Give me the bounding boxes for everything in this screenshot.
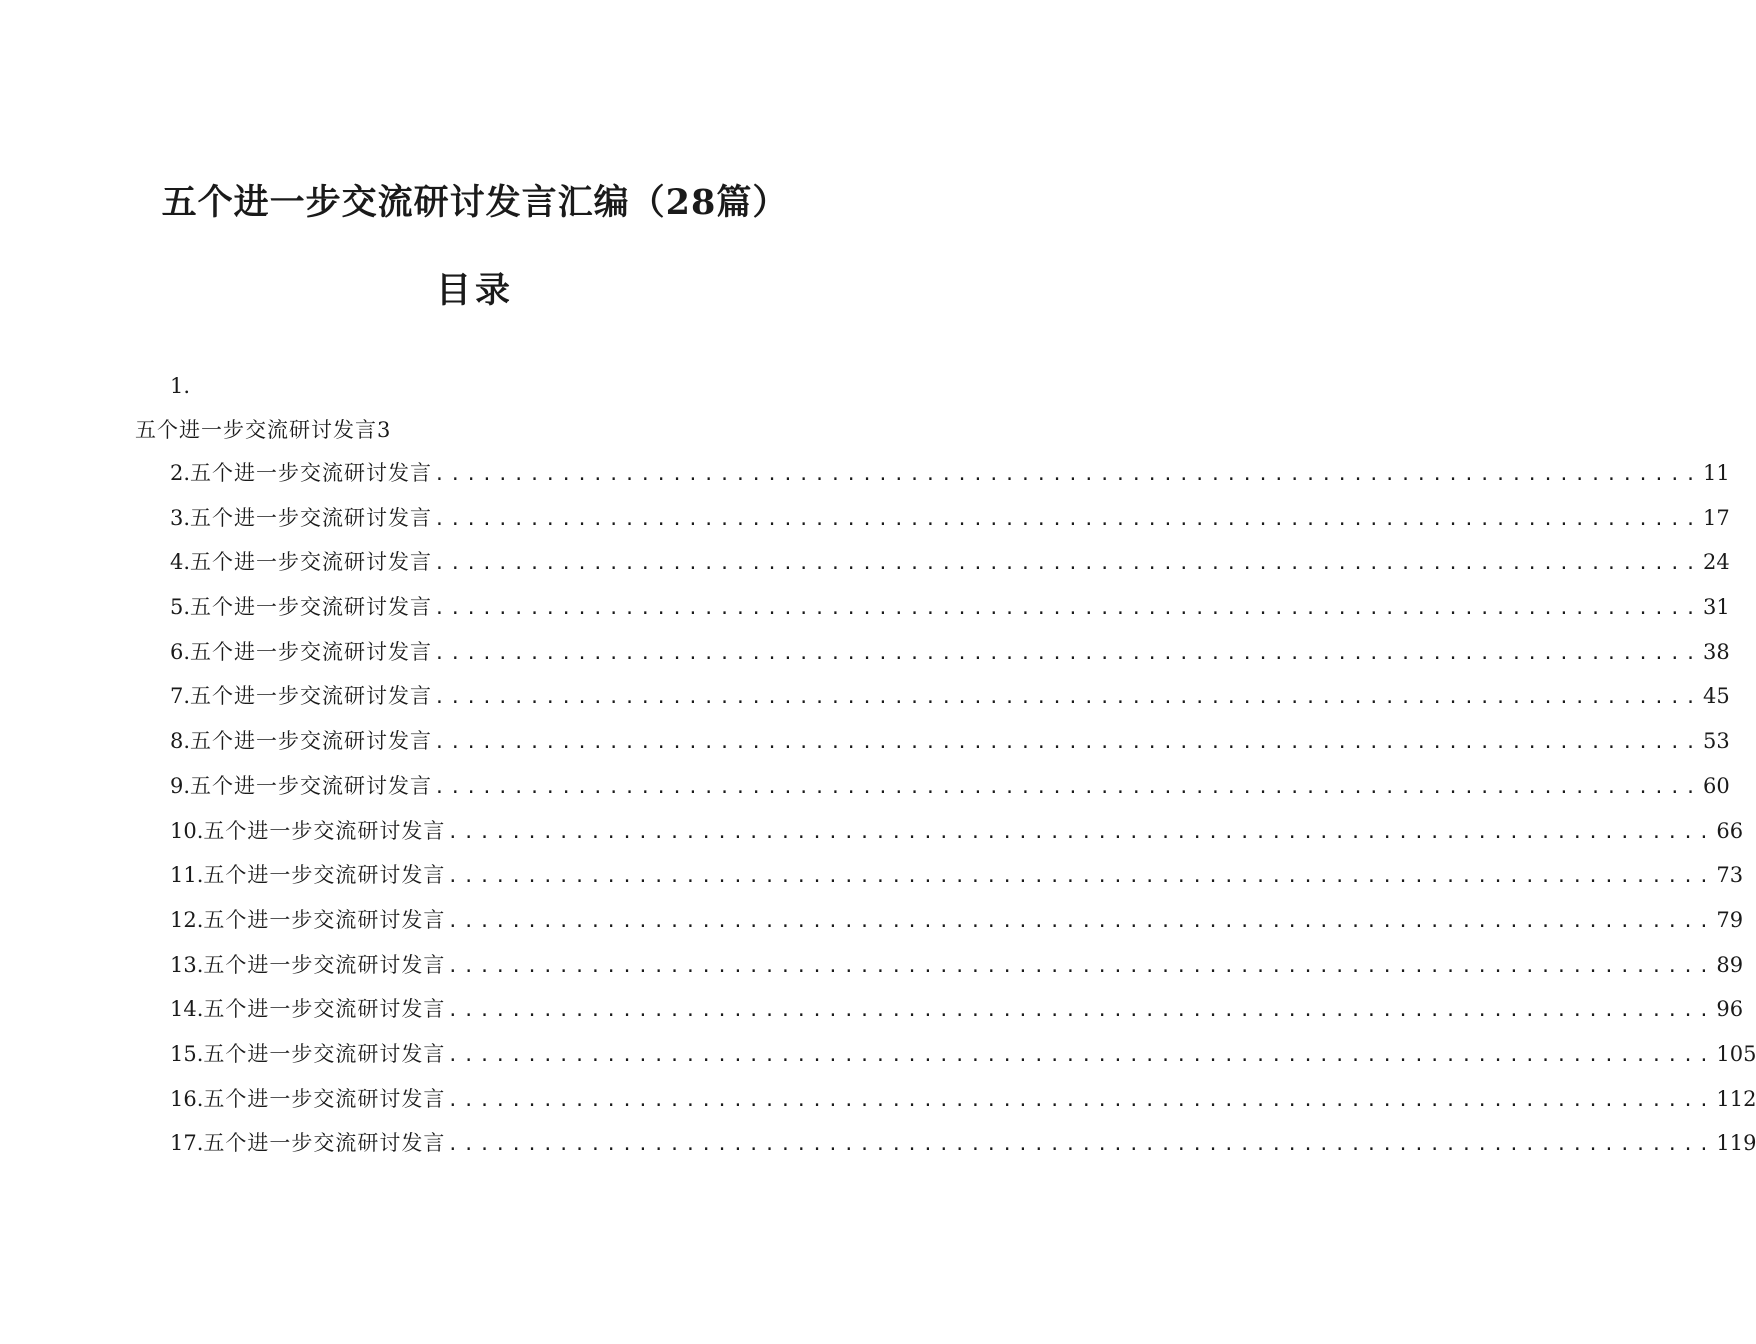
- toc-entry-title: 五个进一步交流研讨发言: [190, 595, 433, 620]
- toc-list: [170, 457, 1756, 1172]
- toc-entry-page: 73: [1716, 863, 1744, 888]
- toc-entry[interactable]: [170, 636, 1730, 681]
- toc-entry-number: 5.: [170, 595, 191, 620]
- toc-dot-leader: ................................................................................: [434, 464, 1701, 485]
- toc-entry[interactable]: [170, 546, 1730, 591]
- toc-dot-leader: ................................................................................: [447, 1044, 1715, 1066]
- toc-dot-leader: ................................................................................: [434, 776, 1701, 798]
- toc-entry-number: 9.: [170, 773, 191, 798]
- toc-entry[interactable]: [170, 502, 1730, 547]
- toc-entry-title: 五个进一步交流研讨发言: [203, 1041, 446, 1066]
- toc-entry-title: 五个进一步交流研讨发言: [190, 461, 433, 485]
- toc-dot-leader: ................................................................................: [434, 508, 1701, 530]
- toc-entry-page: 17: [1703, 505, 1730, 530]
- toc-entry[interactable]: [170, 591, 1730, 636]
- toc-entry-title: 五个进一步交流研讨发言: [203, 997, 446, 1022]
- toc-dot-leader: ................................................................................: [434, 687, 1701, 709]
- toc-entry-title: 五个进一步交流研讨发言: [203, 818, 446, 843]
- toc-entry-number: 10.: [170, 818, 204, 843]
- toc-entry-page: 31: [1703, 595, 1730, 620]
- toc-dot-leader: ................................................................................: [434, 553, 1701, 575]
- toc-dot-leader: ................................................................................: [434, 642, 1701, 664]
- toc-entry-page: 105: [1716, 1041, 1756, 1066]
- toc-entry-number: 13.: [170, 952, 204, 977]
- toc-entry-page: 45: [1703, 684, 1730, 709]
- toc-dot-leader: ................................................................................: [447, 910, 1715, 932]
- toc-entry[interactable]: [170, 680, 1730, 725]
- toc-entry[interactable]: [170, 815, 1744, 860]
- toc-entry-page: 60: [1703, 773, 1730, 798]
- toc-entry-number: 7.: [170, 684, 191, 709]
- toc-entry-page: 96: [1716, 997, 1744, 1022]
- toc-first-number: 1.: [170, 374, 191, 398]
- toc-entry-title: 五个进一步交流研讨发言: [190, 550, 433, 575]
- toc-dot-leader: ................................................................................: [447, 955, 1715, 977]
- toc-entry-page: 38: [1703, 639, 1730, 664]
- toc-entry-title: 五个进一步交流研讨发言: [203, 907, 446, 932]
- toc-entry-title: 五个进一步交流研讨发言: [203, 1131, 446, 1156]
- toc-entry-title: 五个进一步交流研讨发言: [190, 505, 433, 530]
- toc-entry-number: 6.: [170, 639, 191, 664]
- toc-entry[interactable]: [170, 904, 1744, 949]
- toc-entry-number: 3.: [170, 505, 191, 530]
- toc-entry[interactable]: [170, 725, 1730, 770]
- toc-entry-title: 五个进一步交流研讨发言: [190, 639, 433, 664]
- toc-entry-number: 2.: [170, 461, 191, 485]
- toc-entry[interactable]: [170, 770, 1730, 815]
- toc-dot-leader: ................................................................................: [434, 732, 1701, 754]
- toc-entry-page: 66: [1716, 818, 1744, 843]
- toc-entry[interactable]: [170, 1127, 1756, 1172]
- toc-entry[interactable]: [170, 1083, 1756, 1128]
- toc-entry-title: 五个进一步交流研讨发言: [203, 863, 446, 888]
- toc-entry-page: 119: [1716, 1131, 1756, 1156]
- toc-entry-title: 五个进一步交流研讨发言: [203, 1086, 446, 1111]
- toc-entry-page: 89: [1716, 952, 1744, 977]
- toc-entry-title: 五个进一步交流研讨发言: [203, 952, 446, 977]
- toc-dot-leader: ................................................................................: [447, 1000, 1715, 1022]
- toc-first-entry: 五个进一步交流研讨发言3: [135, 418, 392, 442]
- toc-entry-title: 五个进一步交流研讨发言: [190, 684, 433, 709]
- toc-dot-leader: ................................................................................: [447, 1089, 1715, 1111]
- toc-entry[interactable]: [170, 859, 1744, 904]
- toc-entry-page: 24: [1703, 550, 1730, 575]
- toc-entry-number: 8.: [170, 729, 191, 754]
- toc-entry[interactable]: [170, 1038, 1756, 1083]
- toc-entry-title: 五个进一步交流研讨发言: [190, 773, 433, 798]
- toc-dot-leader: ................................................................................: [447, 821, 1715, 843]
- toc-entry-page: 11: [1703, 461, 1730, 485]
- toc-dot-leader: ................................................................................: [447, 1134, 1715, 1156]
- toc-entry-page: 79: [1716, 907, 1744, 932]
- toc-entry-title: 五个进一步交流研讨发言: [190, 729, 433, 754]
- toc-entry-number: 11.: [170, 863, 204, 888]
- toc-entry-number: 17.: [170, 1131, 204, 1156]
- toc-entry-number: 15.: [170, 1041, 204, 1066]
- toc-entry-number: 12.: [170, 907, 204, 932]
- toc-entry-number: 14.: [170, 997, 204, 1022]
- document-title: 五个进一步交流研讨发言汇编（28篇）: [161, 182, 789, 223]
- toc-entry-number: 16.: [170, 1086, 204, 1111]
- toc-entry[interactable]: [170, 457, 1730, 502]
- toc-entry[interactable]: [170, 993, 1744, 1038]
- toc-dot-leader: ................................................................................: [434, 598, 1701, 620]
- toc-dot-leader: ................................................................................: [447, 866, 1715, 888]
- toc-heading: 目录: [435, 270, 514, 311]
- toc-entry-number: 4.: [170, 550, 191, 575]
- toc-entry[interactable]: [170, 949, 1744, 994]
- toc-entry-page: 112: [1716, 1086, 1756, 1111]
- toc-entry-page: 53: [1703, 729, 1730, 754]
